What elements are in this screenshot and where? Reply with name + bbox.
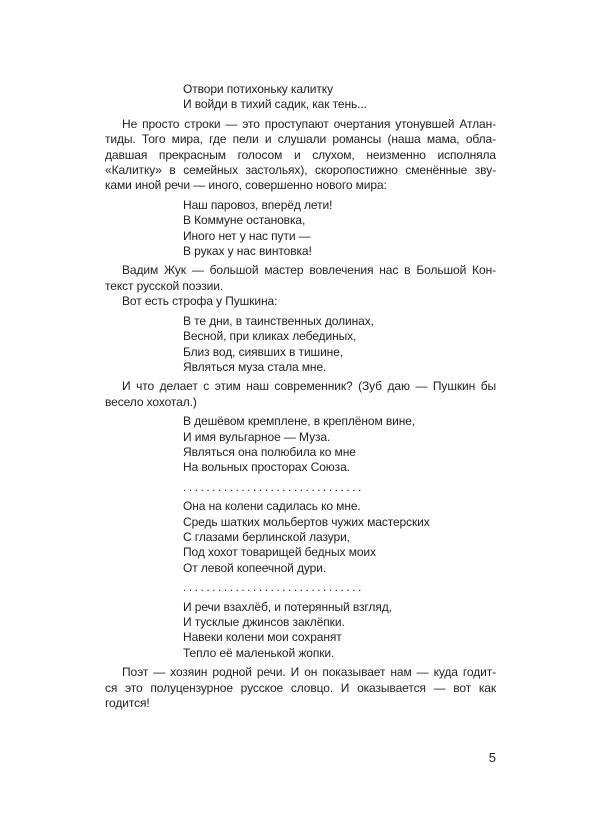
paragraph	[105, 263, 496, 294]
page-number: 5	[488, 750, 496, 765]
verse-line: Являться муза стала мне.	[183, 359, 327, 374]
verse-line: Близ вод, сиявших в тишине,	[183, 344, 344, 359]
separator-dots: ...............................	[183, 479, 364, 494]
verse-block	[105, 600, 496, 662]
paragraph	[105, 294, 496, 309]
verse-block	[105, 314, 496, 376]
dotted-separator	[105, 580, 496, 595]
paragraph	[105, 379, 496, 410]
verse-line: В те дни, в таинственных долинах,	[183, 313, 374, 328]
verse-line: И речи взахлёб, и потерянный взгляд,	[183, 599, 392, 614]
verse-line: С глазами берлинской лазури,	[183, 529, 350, 544]
paragraph-line: весело хохотал.)	[105, 394, 197, 409]
verse-line: Отвори потихоньку калитку	[183, 82, 333, 96]
paragraph-line: тиды. Того мира, где пели и слушали романсы (наша мама, обла-	[105, 132, 496, 147]
paragraph-line: Вадим Жук — большой мастер вовлечения нас в Большой Кон-	[122, 263, 496, 278]
verse-line: И тусклые джинсов заклёпки.	[183, 615, 345, 629]
paragraph-line: И что делает с этим наш современник? (Зуб даю — Пушкин бы	[122, 379, 496, 394]
paragraph-line: ками иной речи — иного, совершенно нового мира:	[105, 178, 387, 193]
verse-line: На вольных просторах Союза.	[183, 460, 350, 475]
text-content	[105, 82, 496, 711]
paragraph-line: Не просто строки — это проступают очертания утонувшей Атлан-	[122, 116, 496, 131]
verse-line: Навеки колени мои сохранят	[183, 630, 342, 645]
verse-line: В дешёвом кремплене, в креплёном вине,	[183, 414, 416, 429]
paragraph	[105, 665, 496, 711]
paragraph-line: текст русской поэзии.	[105, 278, 224, 293]
separator-dots: ...............................	[183, 580, 364, 595]
verse-line: Под хохот товарищей бедных моих	[183, 545, 376, 560]
dotted-separator	[105, 480, 496, 495]
verse-line: Иного нет у нас пути —	[183, 228, 311, 243]
verse-block	[105, 198, 496, 260]
paragraph-line: «Калитку» в семейных застольях), скоропостижно сменённые зву-	[105, 163, 496, 178]
verse-line: Являться она полюбила ко мне	[183, 444, 356, 459]
paragraph-line: Поэт — хозяин родной речи. И он показывает нам — куда годит-	[122, 665, 496, 680]
paragraph-line: давшая прекрасным голосом и слухом, неизменно исполняла	[105, 147, 496, 162]
verse-line: В руках у нас винтовка!	[183, 244, 312, 259]
verse-line: В Коммуне остановка,	[183, 213, 306, 228]
verse-block	[105, 414, 496, 476]
verse-line: Она на колени садилась ко мне.	[183, 499, 361, 514]
verse-line: И имя вульгарное — Муза.	[183, 429, 331, 444]
verse-line: Средь шатких мольбертов чужих мастерских	[183, 514, 430, 529]
verse-line: Наш паровоз, вперёд лети!	[183, 197, 333, 212]
verse-line: Весной, при кликах лебединых,	[183, 329, 357, 344]
paragraph-line: годится!	[105, 696, 150, 711]
paragraph	[105, 117, 496, 194]
verse-line: Тепло её маленькой жопки.	[183, 645, 335, 660]
verse-line: От левой копеечной дури.	[183, 560, 327, 575]
verse-block	[105, 82, 496, 113]
verse-line: И войди в тихий садик, как тень...	[183, 97, 367, 112]
paragraph-line: Вот есть строфа у Пушкина:	[122, 294, 278, 309]
paragraph-line: ся это полуцензурное русское словцо. И оказывается — вот как	[105, 680, 496, 695]
verse-block	[105, 499, 496, 576]
